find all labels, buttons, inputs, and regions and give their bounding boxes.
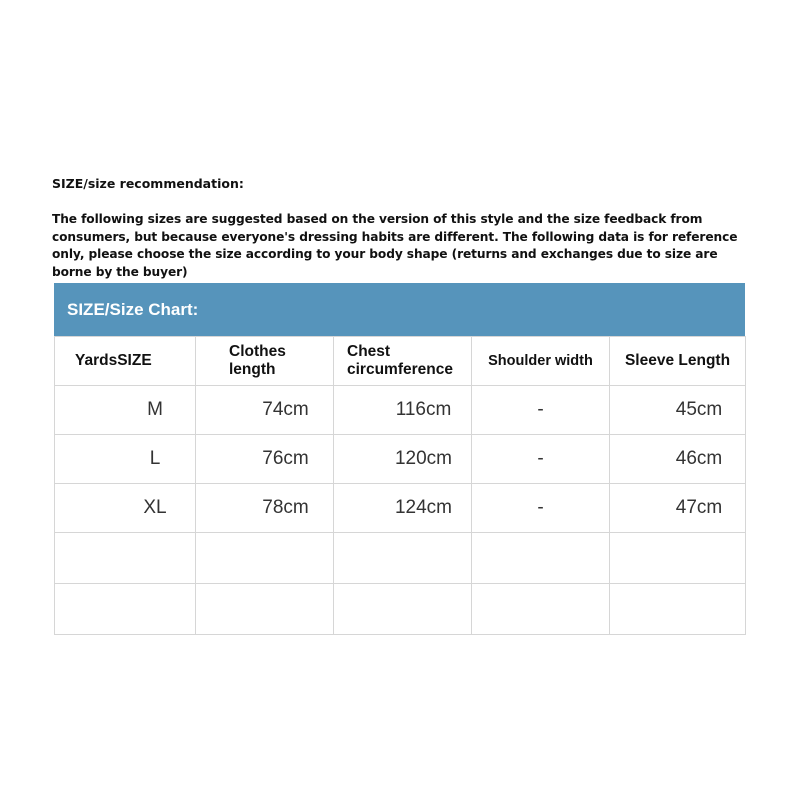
empty-cell: [472, 533, 610, 584]
shoulder-cell: -: [472, 386, 610, 435]
sleeve-cell: 45cm: [610, 386, 746, 435]
empty-cell: [610, 533, 746, 584]
column-header-shoulder-width: Shoulder width: [472, 337, 610, 386]
clothes-length-cell: 76cm: [196, 435, 334, 484]
size-cell: M: [55, 386, 196, 435]
column-header-chest-circumference: Chest circumference: [334, 337, 472, 386]
empty-row: [55, 584, 746, 635]
empty-cell: [55, 533, 196, 584]
empty-cell: [196, 584, 334, 635]
table-row: [55, 386, 746, 435]
chest-cell: 120cm: [334, 435, 472, 484]
size-chart-title: SIZE/Size Chart:: [54, 283, 745, 336]
sleeve-cell: 47cm: [610, 484, 746, 533]
chest-cell: 124cm: [334, 484, 472, 533]
chest-cell: 116cm: [334, 386, 472, 435]
table-header-row: [55, 337, 746, 386]
empty-cell: [196, 533, 334, 584]
column-header-clothes-length: Clothes length: [196, 337, 334, 386]
empty-cell: [610, 584, 746, 635]
size-cell: L: [55, 435, 196, 484]
size-cell: XL: [55, 484, 196, 533]
empty-row: [55, 533, 746, 584]
empty-cell: [334, 533, 472, 584]
recommendation-title: SIZE/size recommendation:: [52, 176, 244, 191]
clothes-length-cell: 78cm: [196, 484, 334, 533]
table-row: [55, 435, 746, 484]
empty-cell: [334, 584, 472, 635]
empty-cell: [55, 584, 196, 635]
shoulder-cell: -: [472, 435, 610, 484]
column-header-sleeve-length: Sleeve Length: [610, 337, 746, 386]
clothes-length-cell: 74cm: [196, 386, 334, 435]
table-row: [55, 484, 746, 533]
shoulder-cell: -: [472, 484, 610, 533]
recommendation-text: The following sizes are suggested based on the version of this style and the size feedback from consumers, but because everyone's dressing habits are different. The following data is for reference only, please choose the size according to your body shape (returns and exchanges due to size are borne by the buyer): [52, 212, 738, 279]
column-header-size: YardsSIZE: [55, 337, 196, 386]
sleeve-cell: 46cm: [610, 435, 746, 484]
size-chart: [54, 283, 745, 635]
empty-cell: [472, 584, 610, 635]
size-table: [54, 336, 746, 635]
